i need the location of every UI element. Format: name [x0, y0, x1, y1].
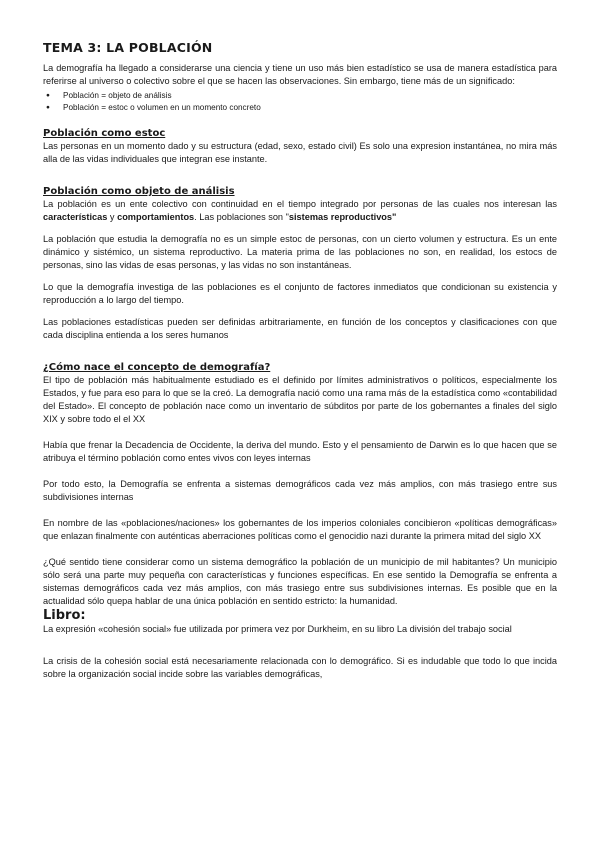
paragraph: Había que frenar la Decadencia de Occidente, la deriva del mundo. Esto y el pensamiento de Darwin es lo que hacen que se atribuya el término población como entes vivos con leyes internas — [43, 440, 557, 463]
text-run: . Las poblaciones son " — [194, 212, 289, 222]
document-title: TEMA 3: LA POBLACIÓN — [43, 40, 213, 55]
section-heading-origin: ¿Cómo nace el concepto de demografía? — [43, 362, 271, 373]
paragraph-reproductive-systems — [43, 198, 557, 224]
document-page — [43, 40, 557, 681]
text-run: y — [107, 212, 118, 222]
paragraph: La expresión «cohesión social» fue utilizada por primera vez por Durkheim, en su libro La división del trabajo social — [43, 624, 512, 634]
section-heading-estoc: Población como estoc — [43, 128, 166, 139]
bold-term: sistemas reproductivos" — [288, 212, 397, 222]
paragraph: En nombre de las «poblaciones/naciones» los gobernantes de los imperios coloniales concibieron «políticas demográficas» que enlazan finalmente con auténticas aberraciones políticas como el genocidio nazi durante la primera mitad del siglo XX — [43, 518, 557, 541]
text-run: La población es un ente colectivo con continuidad en el tiempo integrado por personas de las cuales nos interesan las — [43, 199, 557, 209]
list-item: ● Población = estoc o volumen en un momento concreto — [63, 102, 557, 114]
bold-term: comportamientos — [117, 212, 195, 222]
paragraph: La población que estudia la demografía no es un simple estoc de personas, con un cierto volumen y estructura. Es un ente dinámico y sistémico, un sistema reproductivo. La materia prima de las poblaciones no son, en realidad, los estocs de personas, sino las vidas de esas personas, y las vidas no son instantáneas. — [43, 234, 557, 270]
paragraph: El tipo de población más habitualmente estudiado es el definido por límites administrativos o políticos, especialmente los Estados, y fue para eso para lo que se la creó. La demografía nació como una rama más de la estadística como «contabilidad del Estado». El concepto de población nace como un inventario de súbditos por parte de los gobernantes a finales del siglo XIX y sobre todo el el XX — [43, 375, 557, 424]
section-heading-objeto: Población como objeto de análisis — [43, 186, 235, 197]
section-heading-libro: Libro: — [43, 608, 86, 623]
bold-term: características — [43, 212, 108, 222]
intro-paragraph: La demografía ha llegado a considerarse una ciencia y tiene un uso más bien estadístico se usa de manera estadística para referirse al universo o colectivo sobre el que se hacen las observaciones. Sin embargo, tiene más de un significado: — [43, 63, 557, 86]
paragraph: Por todo esto, la Demografía se enfrenta a sistemas demográficos cada vez más amplios, con más trasiego entre sus subdivisiones internas — [43, 479, 557, 502]
paragraph: Las poblaciones estadísticas pueden ser definidas arbitrariamente, en función de los conceptos y clasificaciones con que cada disciplina entienda a los seres humanos — [43, 317, 557, 340]
paragraph: Las personas en un momento dado y su estructura (edad, sexo, estado civil) Es solo una expresion instantánea, no mira más alla de las vidas individuales que integran ese instante. — [43, 141, 557, 164]
paragraph: Lo que la demografía investiga de las poblaciones es el conjunto de factores inmediatos que condicionan su existencia y reproducción a lo largo del tiempo. — [43, 282, 557, 305]
paragraph: La crisis de la cohesión social está necesariamente relacionada con lo demográfico. Si es indudable que todo lo que incida sobre la organización social incide sobre las variables demográficas, — [43, 656, 557, 679]
paragraph: ¿Qué sentido tiene considerar como un sistema demográfico la población de un municipio de mil habitantes? Un municipio sólo será una parte muy pequeña con características y funciones específicas. En ese sentido la Demografía se enfrenta a sistemas demográficos cada vez más amplios, con más trasiego entre sus subdivisiones internas. Es posible que en la actualidad sólo quepa hablar de una única población en sentido estricto: la humanidad. — [43, 557, 557, 606]
list-item: ● Población = objeto de análisis — [63, 90, 557, 102]
meanings-list — [43, 90, 557, 114]
